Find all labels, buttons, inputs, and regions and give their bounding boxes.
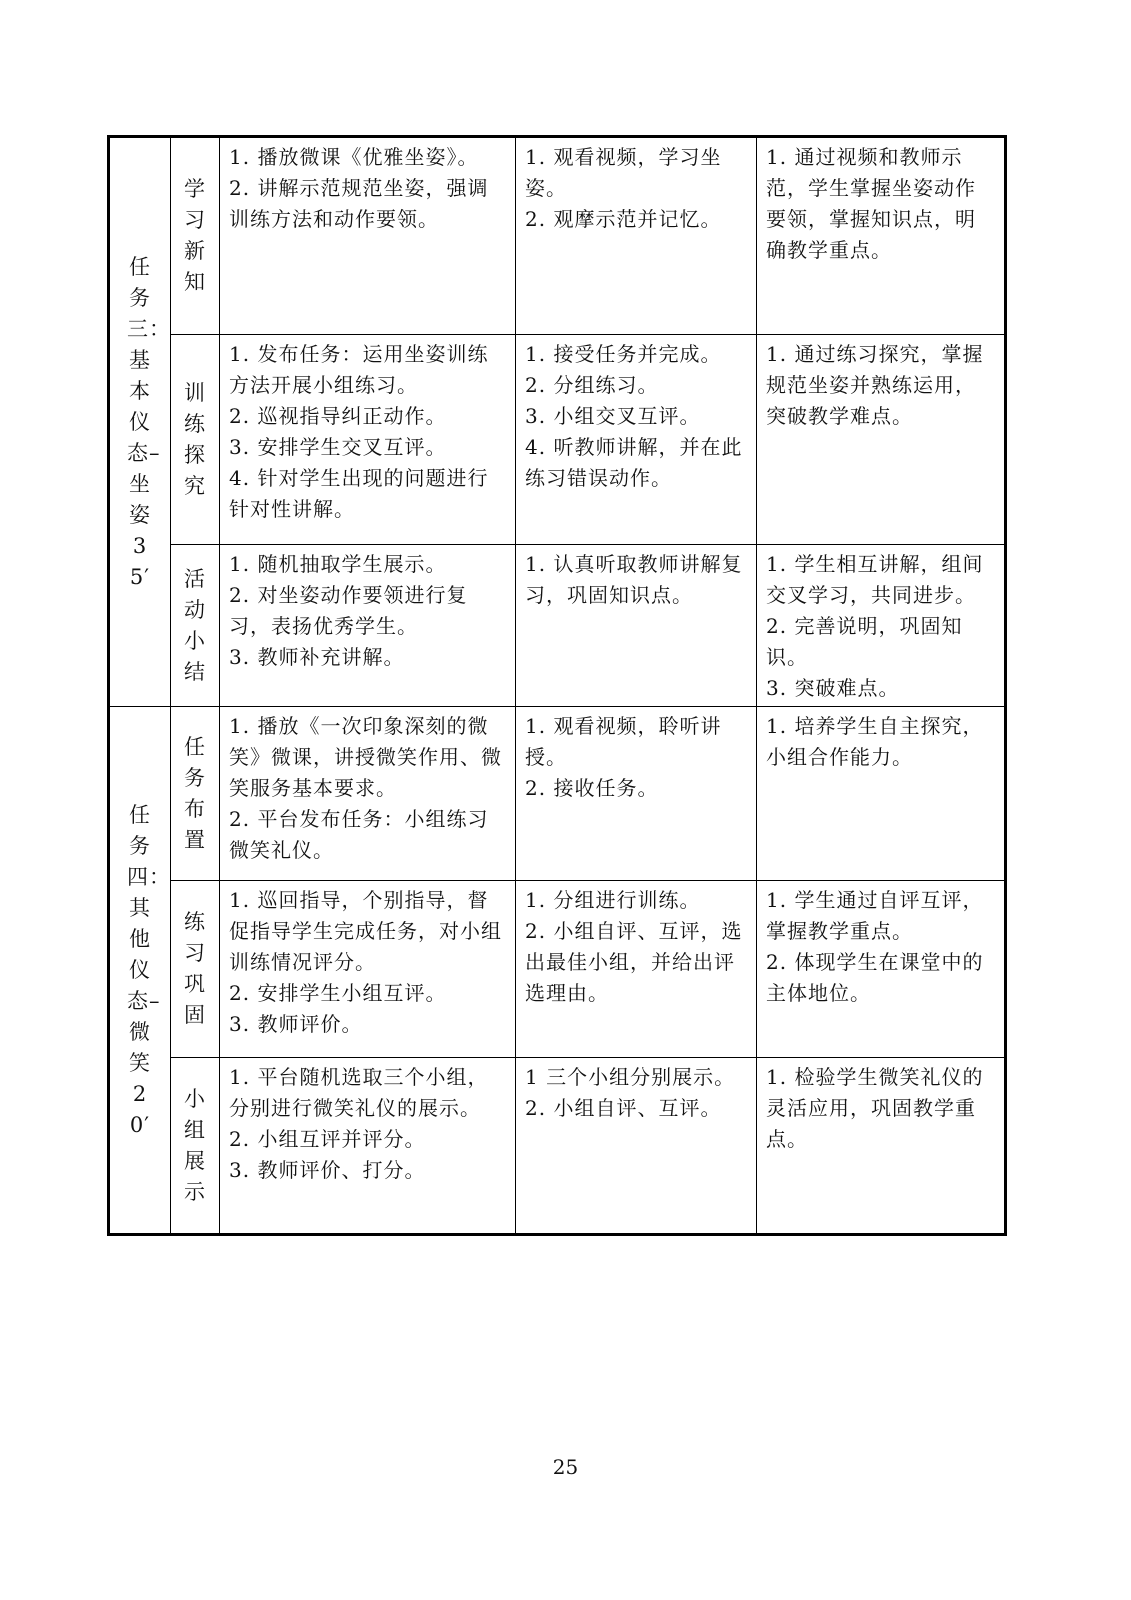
table-row xyxy=(109,137,1006,335)
student-activity-cell: 1. 接受任务并完成。 2. 分组练习。 3. 小组交叉互评。 4. 听教师讲解，并在此练习错误动作。 xyxy=(516,335,757,545)
phase-label: 练习巩固 xyxy=(184,910,206,1027)
task-label: 任务四：其他仪态–微笑20′ xyxy=(127,802,171,1137)
design-intent-cell: 1. 培养学生自主探究，小组合作能力。 xyxy=(757,707,1006,881)
phase-label: 小组展示 xyxy=(184,1086,206,1204)
design-intent-cell: 1. 检验学生微笑礼仪的灵活应用，巩固教学重点。 xyxy=(757,1058,1006,1235)
phase-cell xyxy=(171,881,220,1058)
phase-cell xyxy=(171,1058,220,1235)
phase-label: 活动小结 xyxy=(184,566,206,684)
student-activity-cell: 1. 分组进行训练。 2. 小组自评、互评，选出最佳小组，并给出评选理由。 xyxy=(516,881,757,1058)
student-activity-cell: 1 三个小组分别展示。 2. 小组自评、互评。 xyxy=(516,1058,757,1235)
teacher-activity-cell: 1. 巡回指导，个别指导，督促指导学生完成任务，对小组训练情况评分。 2. 安排学生小组互评。 3. 教师评价。 xyxy=(220,881,516,1058)
page-number: 25 xyxy=(552,1455,579,1479)
teacher-activity-cell: 1. 随机抽取学生展示。 2. 对坐姿动作要领进行复习，表扬优秀学生。 3. 教师补充讲解。 xyxy=(220,545,516,707)
table-row xyxy=(109,881,1006,1058)
phase-cell xyxy=(171,545,220,707)
teacher-activity-cell: 1. 播放《一次印象深刻的微笑》微课，讲授微笑作用、微笑服务基本要求。 2. 平台发布任务：小组练习微笑礼仪。 xyxy=(220,707,516,881)
lesson-plan-body xyxy=(109,137,1006,1235)
task-cell xyxy=(109,137,171,707)
student-activity-cell: 1. 观看视频，学习坐姿。 2. 观摩示范并记忆。 xyxy=(516,137,757,335)
teacher-activity-cell: 1. 发布任务：运用坐姿训练方法开展小组练习。 2. 巡视指导纠正动作。 3. 安排学生交叉互评。 4. 针对学生出现的问题进行针对性讲解。 xyxy=(220,335,516,545)
table-row xyxy=(109,545,1006,707)
design-intent-cell: 1. 通过练习探究，掌握规范坐姿并熟练运用，突破教学难点。 xyxy=(757,335,1006,545)
student-activity-cell: 1. 认真听取教师讲解复习，巩固知识点。 xyxy=(516,545,757,707)
design-intent-cell: 1. 学生相互讲解，组间交叉学习，共同进步。 2. 完善说明，巩固知识。 3. 突破难点。 xyxy=(757,545,1006,707)
task-cell xyxy=(109,707,171,1235)
student-activity-cell: 1. 观看视频，聆听讲授。 2. 接收任务。 xyxy=(516,707,757,881)
table-row xyxy=(109,1058,1006,1235)
table-row xyxy=(109,335,1006,545)
teacher-activity-cell: 1. 播放微课《优雅坐姿》。 2. 讲解示范规范坐姿，强调训练方法和动作要领。 xyxy=(220,137,516,335)
table-row xyxy=(109,707,1006,881)
phase-label: 学习新知 xyxy=(184,177,206,294)
lesson-plan-table xyxy=(107,135,1007,1236)
phase-cell xyxy=(171,707,220,881)
design-intent-cell: 1. 通过视频和教师示范，学生掌握坐姿动作要领，掌握知识点，明确教学重点。 xyxy=(757,137,1006,335)
task-label: 任务三：基本仪态–坐姿35′ xyxy=(127,254,171,589)
phase-label: 训练探究 xyxy=(184,380,206,498)
teacher-activity-cell: 1. 平台随机选取三个小组，分别进行微笑礼仪的展示。 2. 小组互评并评分。 3. 教师评价、打分。 xyxy=(220,1058,516,1235)
design-intent-cell: 1. 学生通过自评互评，掌握教学重点。 2. 体现学生在课堂中的主体地位。 xyxy=(757,881,1006,1058)
phase-label: 任务布置 xyxy=(184,734,206,852)
phase-cell xyxy=(171,137,220,335)
phase-cell xyxy=(171,335,220,545)
